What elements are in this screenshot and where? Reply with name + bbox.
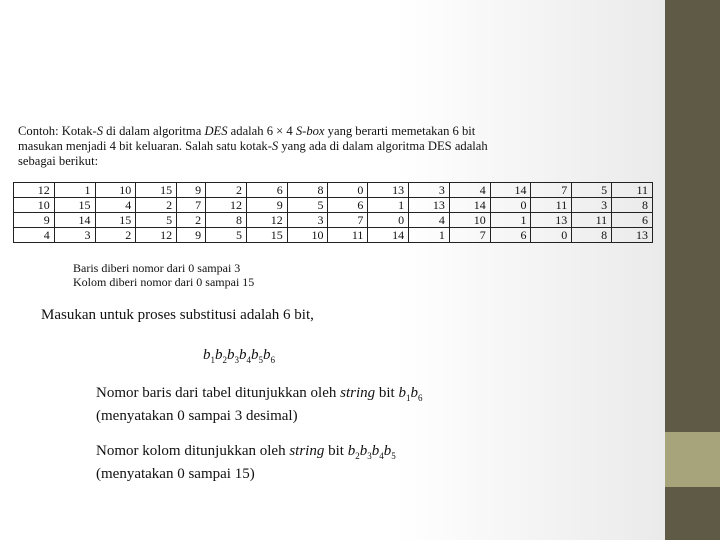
sidebar-dark-block-bottom [665,487,720,540]
table-cell: 9 [177,183,206,198]
intro-text: adalah 6 × 4 [227,124,296,138]
para-text: Nomor baris dari tabel ditunjukkan oleh [96,385,341,401]
table-cell: 8 [206,213,247,228]
table-cell: 13 [368,183,409,198]
table-cell: 15 [54,198,95,213]
table-cell: 6 [490,228,531,243]
para-text: Nomor kolom ditunjukkan oleh [96,443,290,459]
row-index-paragraph [96,384,422,425]
table-cell: 2 [136,198,177,213]
table-cell: 15 [136,183,177,198]
table-cell: 12 [206,198,247,213]
intro-s: S [96,124,104,138]
table-cell: 10 [14,198,55,213]
intro-text: Contoh: Kotak- [18,124,97,138]
table-cell: 11 [531,198,572,213]
table-cell: 6 [328,198,368,213]
table-cell: 13 [612,228,653,243]
decorative-sidebar [665,0,720,540]
para-text: bit [324,443,348,459]
table-cell: 8 [572,228,612,243]
table-cell: 0 [490,198,531,213]
table-cell: 4 [409,213,450,228]
row-bits: $b_1b_6$ [398,385,423,403]
table-cell: 12 [246,213,287,228]
table-cell: 11 [612,183,653,198]
table-cell: 13 [531,213,572,228]
intro-text: masukan menjadi 4 bit keluaran. Salah satu kotak- [18,139,272,153]
para-text: bit [375,385,399,401]
table-cell: 8 [287,183,328,198]
table-cell: 11 [572,213,612,228]
table-row [14,213,653,228]
table-cell: 3 [287,213,328,228]
table-cell: 10 [449,213,490,228]
table-cell: 4 [95,198,136,213]
table-cell: 11 [328,228,368,243]
table-cell: 5 [136,213,177,228]
table-cell: 3 [572,198,612,213]
intro-text: sebagai berikut: [18,154,99,168]
table-cell: 4 [449,183,490,198]
intro-text: yang ada di dalam algoritma DES adalah [278,139,488,153]
table-cell: 5 [572,183,612,198]
bit-string: $b_1b_2b_3b_4b_5b_6$ [203,347,275,365]
table-cell: 1 [490,213,531,228]
rows-note: Baris diberi nomor dari 0 sampai 3 [73,261,241,275]
intro-des: DES [204,124,228,138]
table-cell: 1 [368,198,409,213]
para-text: (menyatakan 0 sampai 15) [96,466,255,482]
table-cell: 1 [54,183,95,198]
sidebar-accent-block [665,432,720,487]
table-row [14,198,653,213]
table-cell: 0 [328,183,368,198]
table-cell: 6 [246,183,287,198]
table-cell: 15 [95,213,136,228]
para-text: (menyatakan 0 sampai 3 desimal) [96,408,298,424]
intro-s: S [271,139,279,153]
table-cell: 2 [177,213,206,228]
intro-text: yang berarti memetakan 6 bit [324,124,476,138]
intro-paragraph [18,124,638,169]
intro-text: di dalam algoritma [103,124,205,138]
table-cell: 7 [177,198,206,213]
table-cell: 9 [246,198,287,213]
table-cell: 3 [54,228,95,243]
table-cell: 10 [287,228,328,243]
table-cell: 2 [95,228,136,243]
table-cell: 1 [409,228,450,243]
table-row [14,228,653,243]
table-cell: 5 [206,228,247,243]
string-term: string [289,443,325,459]
string-term: string [340,385,376,401]
table-cell: 10 [95,183,136,198]
table-cell: 14 [490,183,531,198]
table-cell: 15 [246,228,287,243]
table-cell: 0 [368,213,409,228]
table-cell: 14 [368,228,409,243]
intro-sbox: S-box [295,124,325,138]
table-cell: 14 [54,213,95,228]
cols-note: Kolom diberi nomor dari 0 sampai 15 [73,275,255,289]
input-statement: Masukan untuk proses substitusi adalah 6 bit, [41,307,314,323]
sbox-table [13,182,653,243]
table-cell: 5 [287,198,328,213]
numbering-notes [73,261,254,289]
table-cell: 7 [531,183,572,198]
table-cell: 7 [328,213,368,228]
table-cell: 6 [612,213,653,228]
table-cell: 13 [409,198,450,213]
table-cell: 12 [14,183,55,198]
sidebar-dark-block-top [665,0,720,432]
table-cell: 0 [531,228,572,243]
table-cell: 9 [177,228,206,243]
table-cell: 3 [409,183,450,198]
table-cell: 7 [449,228,490,243]
table-cell: 14 [449,198,490,213]
col-bits: $b_2b_3b_4b_5$ [347,443,396,461]
table-cell: 8 [612,198,653,213]
table-cell: 4 [14,228,55,243]
table-cell: 2 [206,183,247,198]
table-row [14,183,653,198]
table-cell: 9 [14,213,55,228]
table-cell: 12 [136,228,177,243]
col-index-paragraph [96,442,396,483]
